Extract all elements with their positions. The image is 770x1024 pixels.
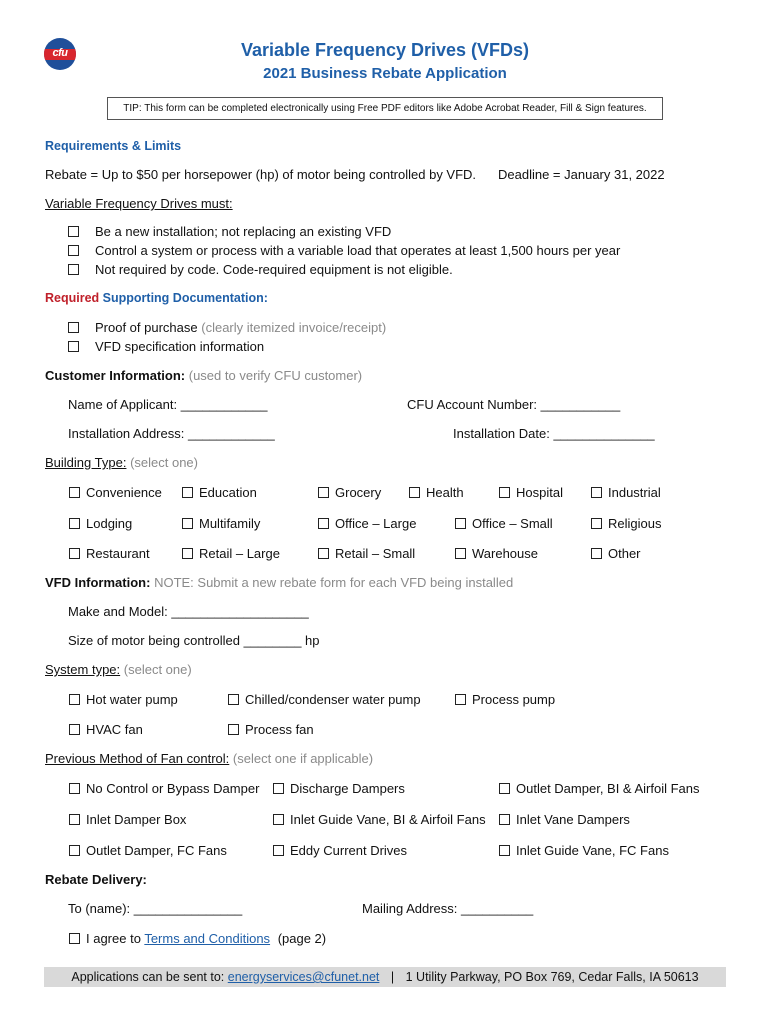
building-option[interactable]: Grocery	[318, 485, 381, 500]
checkbox[interactable]	[68, 264, 79, 275]
motor-size-field[interactable]: Size of motor being controlled ________ hp	[68, 633, 320, 648]
make-model-field[interactable]: Make and Model: ___________________	[68, 604, 309, 619]
building-option[interactable]: Office – Small	[455, 516, 553, 531]
logo-text: cfu	[52, 47, 68, 59]
checkbox[interactable]	[455, 694, 466, 705]
checkbox[interactable]	[69, 783, 80, 794]
checkbox[interactable]	[591, 487, 602, 498]
footer-bar: Applications can be sent to: energyservices@cfunet.net | 1 Utility Parkway, PO Box 769, Cedar Falls, IA 50613	[44, 967, 726, 987]
checkbox[interactable]	[591, 548, 602, 559]
agree-checkbox[interactable]	[69, 933, 80, 944]
page-title: Variable Frequency Drives (VFDs)	[240, 40, 530, 60]
checkbox[interactable]	[68, 245, 79, 256]
checkbox[interactable]	[69, 845, 80, 856]
checkbox[interactable]	[69, 548, 80, 559]
tip-box: TIP: This form can be completed electronically using Free PDF editors like Adobe Acrobat Reader, Fill & Sign features.	[107, 97, 663, 120]
fan-control-option[interactable]: No Control or Bypass Damper	[69, 781, 259, 796]
checkbox[interactable]	[318, 518, 329, 529]
checkbox[interactable]	[455, 548, 466, 559]
checkbox[interactable]	[69, 814, 80, 825]
system-option[interactable]: Hot water pump	[69, 692, 178, 707]
system-option[interactable]: HVAC fan	[69, 722, 143, 737]
to-name-field[interactable]: To (name): _______________	[68, 901, 243, 916]
checkbox[interactable]	[69, 487, 80, 498]
building-option[interactable]: Office – Large	[318, 516, 416, 531]
account-number-field[interactable]: CFU Account Number: ___________	[407, 397, 621, 412]
checkbox[interactable]	[318, 548, 329, 559]
checkbox[interactable]	[499, 814, 510, 825]
checkbox[interactable]	[318, 487, 329, 498]
building-option[interactable]: Education	[182, 485, 257, 500]
deadline-text: Deadline = January 31, 2022	[498, 167, 665, 182]
building-option[interactable]: Other	[591, 546, 641, 561]
checkbox[interactable]	[182, 487, 193, 498]
checkbox[interactable]	[273, 845, 284, 856]
checkbox[interactable]	[69, 694, 80, 705]
requirement-item[interactable]: Be a new installation; not replacing an existing VFD	[68, 224, 391, 239]
checkbox[interactable]	[499, 487, 510, 498]
installation-address-field[interactable]: Installation Address: ____________	[68, 426, 275, 441]
building-option[interactable]: Lodging	[69, 516, 132, 531]
building-option[interactable]: Retail – Large	[182, 546, 280, 561]
must-heading: Variable Frequency Drives must:	[45, 196, 233, 211]
rebate-text: Rebate = Up to $50 per horsepower (hp) of motor being controlled by VFD.	[45, 167, 477, 182]
checkbox[interactable]	[68, 226, 79, 237]
checkbox[interactable]	[499, 845, 510, 856]
requirement-item[interactable]: Not required by code. Code-required equipment is not eligible.	[68, 262, 453, 277]
system-option[interactable]: Process pump	[455, 692, 555, 707]
system-option[interactable]: Process fan	[228, 722, 314, 737]
fan-control-option[interactable]: Outlet Damper, BI & Airfoil Fans	[499, 781, 700, 796]
fan-control-option[interactable]: Inlet Damper Box	[69, 812, 186, 827]
checkbox[interactable]	[591, 518, 602, 529]
building-option[interactable]: Multifamily	[182, 516, 260, 531]
checkbox[interactable]	[69, 724, 80, 735]
system-heading: System type: (select one)	[45, 662, 192, 677]
documentation-item[interactable]: Proof of purchase (clearly itemized invoice/receipt)	[68, 320, 386, 335]
requirements-heading: Requirements & Limits	[45, 139, 182, 153]
checkbox[interactable]	[68, 341, 79, 352]
building-option[interactable]: Warehouse	[455, 546, 538, 561]
installation-date-field[interactable]: Installation Date: ______________	[453, 426, 655, 441]
requirement-item[interactable]: Control a system or process with a variable load that operates at least 1,500 hours per year	[68, 243, 620, 258]
building-option[interactable]: Hospital	[499, 485, 563, 500]
documentation-item[interactable]: VFD specification information	[68, 339, 264, 354]
mailing-address-field[interactable]: Mailing Address: __________	[362, 901, 534, 916]
system-option[interactable]: Chilled/condenser water pump	[228, 692, 421, 707]
fan-control-option[interactable]: Outlet Damper, FC Fans	[69, 843, 227, 858]
checkbox[interactable]	[499, 783, 510, 794]
checkbox[interactable]	[182, 548, 193, 559]
customer-heading: Customer Information: (used to verify CFU customer)	[45, 368, 363, 383]
documentation-heading: Required Supporting Documentation:	[45, 291, 268, 305]
checkbox[interactable]	[182, 518, 193, 529]
building-heading: Building Type: (select one)	[45, 455, 198, 470]
fan-control-option[interactable]: Discharge Dampers	[273, 781, 405, 796]
checkbox[interactable]	[69, 518, 80, 529]
checkbox[interactable]	[228, 724, 239, 735]
terms-link[interactable]: Terms and Conditions	[144, 931, 271, 946]
building-option[interactable]: Convenience	[69, 485, 162, 500]
building-option[interactable]: Restaurant	[69, 546, 150, 561]
checkbox[interactable]	[228, 694, 239, 705]
checkbox[interactable]	[455, 518, 466, 529]
delivery-heading: Rebate Delivery:	[45, 872, 147, 887]
fan-control-option[interactable]: Inlet Vane Dampers	[499, 812, 630, 827]
fan-control-option[interactable]: Inlet Guide Vane, BI & Airfoil Fans	[273, 812, 486, 827]
building-option[interactable]: Retail – Small	[318, 546, 415, 561]
checkbox[interactable]	[68, 322, 79, 333]
building-option[interactable]: Industrial	[591, 485, 661, 500]
checkbox[interactable]	[273, 814, 284, 825]
checkbox[interactable]	[409, 487, 420, 498]
email-link[interactable]: energyservices@cfunet.net	[227, 970, 380, 984]
building-option[interactable]: Health	[409, 485, 464, 500]
building-option[interactable]: Religious	[591, 516, 661, 531]
page-subtitle: 2021 Business Rebate Application	[263, 65, 507, 82]
vfd-heading: VFD Information: NOTE: Submit a new rebate form for each VFD being installed	[45, 575, 514, 590]
fan-control-option[interactable]: Inlet Guide Vane, FC Fans	[499, 843, 669, 858]
fan-control-heading: Previous Method of Fan control: (select one if applicable)	[45, 751, 374, 766]
checkbox[interactable]	[273, 783, 284, 794]
applicant-field[interactable]: Name of Applicant: ____________	[68, 397, 268, 412]
agree-terms[interactable]: I agree to Terms and Conditions (page 2)	[69, 931, 326, 946]
fan-control-option[interactable]: Eddy Current Drives	[273, 843, 407, 858]
